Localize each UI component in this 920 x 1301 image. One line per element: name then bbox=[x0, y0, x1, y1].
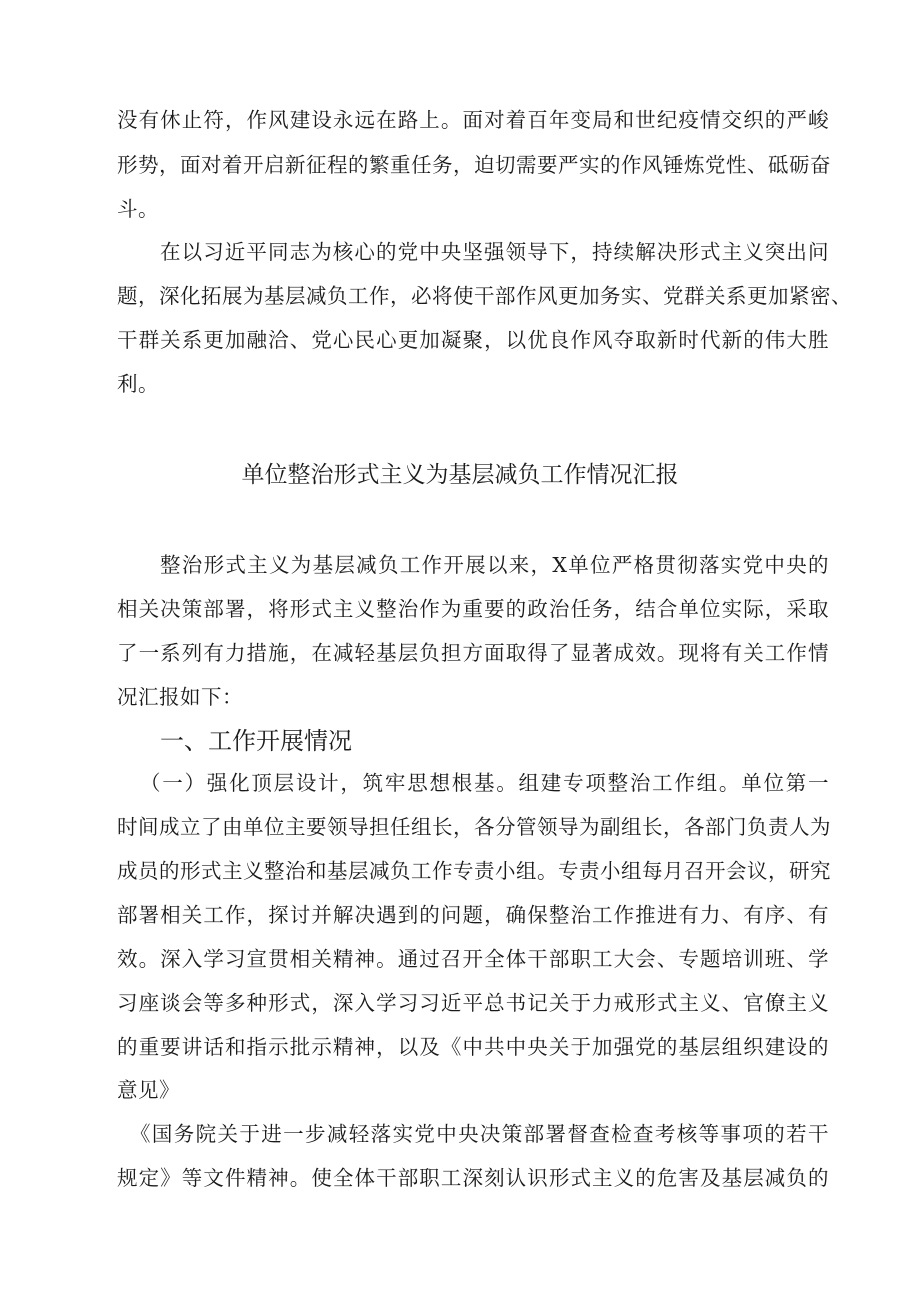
document-title: 单位整治形式主义为基层减负工作情况汇报 bbox=[241, 462, 679, 488]
text-line: 效。深入学习宣贯相关精神。通过召开全体干部职工大会、专题培训班、学 bbox=[117, 947, 829, 971]
text-line: 《国务院关于进一步减轻落实党中央决策部署督查检查考核等事项的若干 bbox=[130, 1122, 829, 1146]
text-line: 形势，面对着开启新征程的繁重任务，迫切需要严实的作风锤炼党性、砥砺奋 bbox=[117, 153, 831, 177]
text-line: 相关决策部署，将形式主义整治作为重要的政治任务，结合单位实际，采取 bbox=[117, 597, 829, 621]
text-line: 干群关系更加融洽、党心民心更加凝聚，以优良作风夺取新时代新的伟大胜 bbox=[117, 328, 829, 352]
text-line: 题，深化拓展为基层减负工作，必将使干部作风更加务实、党群关系更加紧密、 bbox=[117, 284, 852, 308]
text-line: 时间成立了由单位主要领导担任组长，各分管领导为副组长，各部门负责人为 bbox=[117, 815, 831, 839]
text-line: 没有休止符，作风建设永远在路上。面对着百年变局和世纪疫情交织的严峻 bbox=[117, 108, 829, 132]
text-line: 的重要讲话和指示批示精神，以及《中共中央关于加强党的基层组织建设的 bbox=[117, 1035, 829, 1059]
text-line: 部署相关工作，探讨并解决遇到的问题，确保整治工作推进有力、有序、有 bbox=[117, 903, 829, 927]
text-line: 了一系列有力措施，在减轻基层负担方面取得了显著成效。现将有关工作情 bbox=[117, 641, 829, 665]
section-heading: 一、工作开展情况 bbox=[160, 727, 352, 755]
text-line: 规定》等文件精神。使全体干部职工深刻认识形式主义的危害及基层减负的 bbox=[117, 1166, 829, 1190]
text-line: 在以习近平同志为核心的党中央坚强领导下，持续解决形式主义突出问 bbox=[160, 240, 829, 264]
text-line: （一）强化顶层设计，筑牢思想根基。组建专项整治工作组。单位第一 bbox=[140, 771, 829, 795]
text-line: 利。 bbox=[117, 372, 159, 396]
text-line: 况汇报如下： bbox=[117, 685, 243, 709]
text-line: 意见》 bbox=[117, 1078, 180, 1102]
text-line: 斗。 bbox=[117, 197, 159, 221]
text-line: 整治形式主义为基层减负工作开展以来，X单位严格贯彻落实党中央的 bbox=[160, 553, 829, 577]
text-line: 成员的形式主义整治和基层减负工作专责小组。专责小组每月召开会议，研究 bbox=[117, 859, 831, 883]
text-line: 习座谈会等多种形式，深入学习习近平总书记关于力戒形式主义、官僚主义 bbox=[117, 991, 829, 1015]
